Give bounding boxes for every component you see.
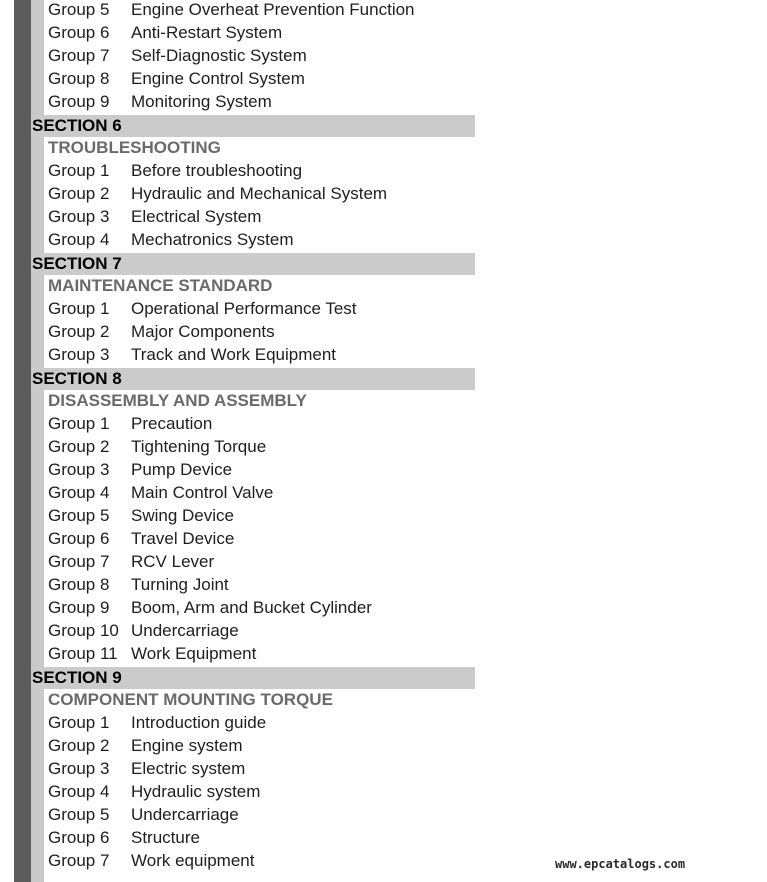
group-number: Group 1 [48,299,110,318]
toc-item [48,849,254,872]
group-title: Work Equipment [131,644,257,663]
group-number: Group 1 [48,713,110,732]
group-title: Major Components [131,322,275,341]
toc-item [48,159,302,182]
group-title: Precaution [131,414,213,433]
group-title: Turning Joint [131,575,229,594]
group-number: Group 9 [48,92,110,111]
group-number: Group 7 [48,552,110,571]
group-title: Self-Diagnostic System [131,46,307,65]
toc-item [48,826,200,849]
group-number: Group 9 [48,598,110,617]
section-heading: MAINTENANCE STANDARD [48,276,273,295]
group-number: Group 5 [48,805,110,824]
group-number: Group 3 [48,460,110,479]
group-number: Group 4 [48,230,110,249]
group-title: Pump Device [131,460,233,479]
toc-item [48,527,234,550]
section-heading: TROUBLESHOOTING [48,138,221,157]
group-title: Operational Performance Test [131,299,357,318]
group-title: Hydraulic system [131,782,261,801]
toc-item [48,343,336,366]
group-title: Anti-Restart System [131,23,283,42]
group-number: Group 4 [48,483,110,502]
toc-item [48,0,415,21]
group-number: Group 1 [48,414,110,433]
group-title: Engine Control System [131,69,305,88]
group-number: Group 6 [48,828,110,847]
section-header: SECTION 8 [31,368,475,390]
group-number: Group 10 [48,621,119,640]
group-title: Travel Device [131,529,235,548]
group-title: Undercarriage [131,805,239,824]
toc-item [48,550,214,573]
group-title: Introduction guide [131,713,267,732]
section-header: SECTION 7 [31,253,475,275]
toc-item [48,780,260,803]
group-title: Structure [131,828,200,847]
toc-item [48,435,266,458]
group-title: Boom, Arm and Bucket Cylinder [131,598,372,617]
section-heading: DISASSEMBLY AND ASSEMBLY [48,391,307,410]
section-header: SECTION 9 [31,667,475,689]
group-title: Tightening Torque [131,437,267,456]
group-number: Group 6 [48,529,110,548]
toc-item [48,803,239,826]
group-title: Engine system [131,736,243,755]
group-title: Undercarriage [131,621,239,640]
group-number: Group 8 [48,69,110,88]
toc-item [48,320,275,343]
group-number: Group 3 [48,345,110,364]
toc-item [48,205,261,228]
toc-item [48,297,357,320]
group-title: Mechatronics System [131,230,294,249]
group-number: Group 2 [48,437,110,456]
toc-item [48,596,372,619]
group-number: Group 2 [48,322,110,341]
group-number: Group 7 [48,46,110,65]
toc-item [48,21,282,44]
group-title: Hydraulic and Mechanical System [131,184,388,203]
group-number: Group 1 [48,161,110,180]
toc-item [48,711,266,734]
group-number: Group 7 [48,851,110,870]
group-title: Main Control Valve [131,483,274,502]
group-title: Monitoring System [131,92,272,111]
section-header: SECTION 6 [31,115,475,137]
group-number: Group 5 [48,0,110,19]
toc-item [48,67,305,90]
group-title: Swing Device [131,506,234,525]
left-rail-dark [14,0,31,882]
toc-item [48,481,273,504]
toc-item [48,458,232,481]
toc-item [48,757,245,780]
group-title: Electrical System [131,207,262,226]
toc-item [48,504,234,527]
group-number: Group 11 [48,644,118,663]
group-number: Group 8 [48,575,110,594]
group-title: RCV Lever [131,552,215,571]
group-title: Before troubleshooting [131,161,303,180]
toc-item [48,619,239,642]
group-title: Engine Overheat Prevention Function [131,0,415,19]
group-number: Group 4 [48,782,110,801]
group-number: Group 2 [48,184,110,203]
toc-item [48,44,307,67]
toc-item [48,182,387,205]
watermark-url: www.epcatalogs.com [555,857,686,871]
toc-item [48,228,294,251]
toc-item [48,573,229,596]
group-number: Group 5 [48,506,110,525]
group-number: Group 3 [48,207,110,226]
toc-item [48,90,272,113]
toc-item [48,642,256,665]
group-title: Work equipment [131,851,255,870]
toc-item [48,412,212,435]
section-heading: COMPONENT MOUNTING TORQUE [48,690,333,709]
group-number: Group 2 [48,736,110,755]
group-number: Group 3 [48,759,110,778]
toc-item [48,734,243,757]
group-number: Group 6 [48,23,110,42]
group-title: Track and Work Equipment [131,345,337,364]
group-title: Electric system [131,759,246,778]
